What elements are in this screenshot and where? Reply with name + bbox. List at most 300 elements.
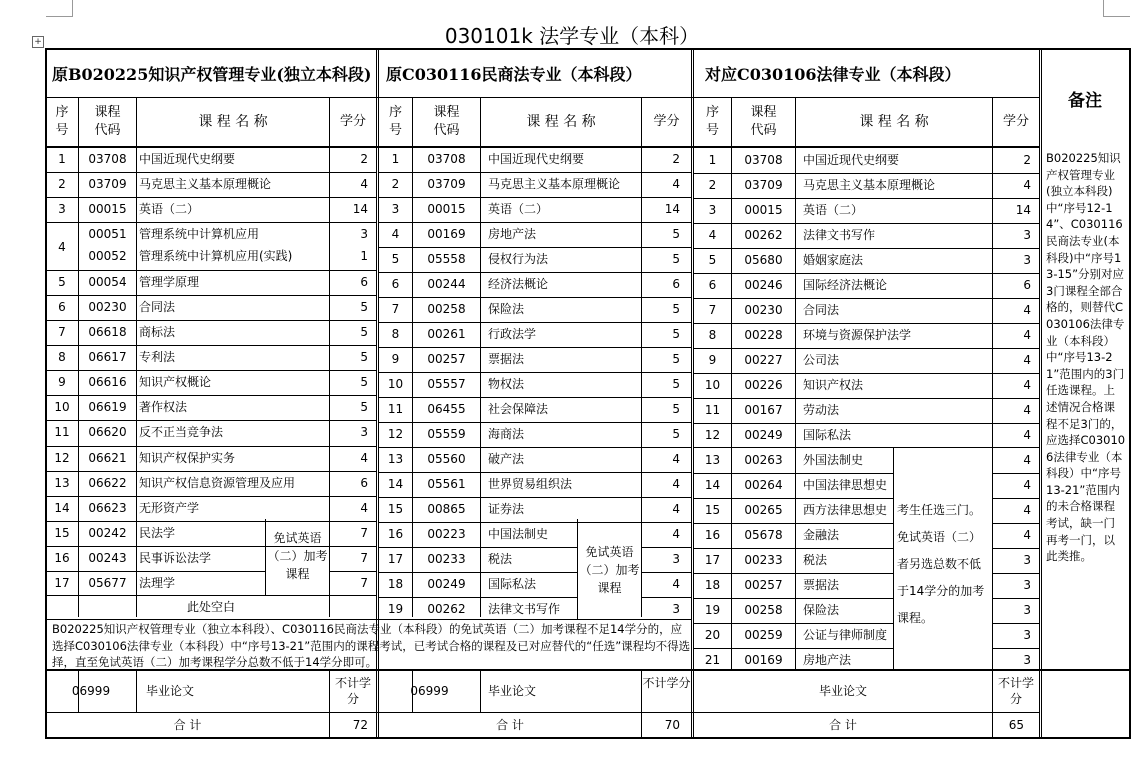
course-credit: 14 xyxy=(1015,203,1031,217)
col-header-name: 课 程 名 称 xyxy=(198,114,268,130)
course-code: 00242 xyxy=(88,526,127,540)
elective-note-c030106: 考生任选三门。免试英语（二）者另选总数不低于14学分的加考课程。 xyxy=(897,503,985,625)
course-name: 金融法 xyxy=(803,528,840,542)
course-name: 中国近现代史纲要 xyxy=(488,152,585,166)
row-number: 4 xyxy=(708,228,717,242)
course-credit: 2 xyxy=(360,152,368,166)
row-number: 18 xyxy=(704,578,721,592)
course-name: 国际经济法概论 xyxy=(803,278,888,292)
course-name: 侵权行为法 xyxy=(488,252,549,266)
row-number: 7 xyxy=(708,303,717,317)
course-name: 知识产权保护实务 xyxy=(139,451,236,465)
row-rule xyxy=(378,372,691,373)
row-rule xyxy=(378,272,691,273)
row-number: 9 xyxy=(391,352,400,366)
course-credit: 6 xyxy=(360,476,368,490)
course-name: 海商法 xyxy=(488,427,525,441)
course-code: 00244 xyxy=(427,277,466,291)
course-name: 世界贸易组织法 xyxy=(488,477,573,491)
course-code: 00233 xyxy=(744,553,783,567)
course-code: 03709 xyxy=(427,177,466,191)
row-rule xyxy=(693,523,893,524)
course-credit: 3 xyxy=(1023,228,1031,242)
course-code: 00015 xyxy=(427,202,466,216)
course-code: 00052 xyxy=(88,249,127,263)
total-value: 65 xyxy=(1008,718,1024,732)
course-name: 环境与资源保护法学 xyxy=(803,328,912,342)
row-rule xyxy=(378,447,691,448)
row-number: 9 xyxy=(58,375,66,389)
course-name: 税法 xyxy=(488,552,513,566)
course-credit: 4 xyxy=(1023,378,1031,392)
row-rule xyxy=(45,197,376,198)
row-number: 12 xyxy=(704,428,721,442)
total-label: 合 计 xyxy=(173,718,202,732)
row-rule xyxy=(693,348,1039,349)
rule xyxy=(45,146,1040,148)
row-number: 6 xyxy=(391,277,400,291)
row-rule xyxy=(641,572,691,573)
course-code: 00233 xyxy=(427,552,466,566)
row-rule xyxy=(693,447,1039,448)
row-rule xyxy=(693,298,1039,299)
row-number: 17 xyxy=(387,552,404,566)
course-name: 反不正当竞争法 xyxy=(139,425,224,439)
row-rule xyxy=(693,648,893,649)
course-credit: 7 xyxy=(360,576,368,590)
course-name: 法理学 xyxy=(139,576,176,590)
row-number: 4 xyxy=(391,227,400,241)
course-code: 00230 xyxy=(88,300,127,314)
course-name: 经济法概论 xyxy=(488,277,549,291)
row-number: 2 xyxy=(708,178,717,192)
course-name: 无形资产学 xyxy=(139,501,200,515)
course-code: 00257 xyxy=(427,352,466,366)
thesis-code: 06999 xyxy=(71,684,111,698)
course-credit: 4 xyxy=(360,177,368,191)
row-rule xyxy=(378,422,691,423)
col-header-credit: 学分 xyxy=(653,114,680,129)
course-credit: 3 xyxy=(360,227,368,241)
row-rule xyxy=(693,273,1039,274)
row-number: 13 xyxy=(387,452,404,466)
course-credit: 3 xyxy=(1023,553,1031,567)
thesis-credit: 不计学分 xyxy=(334,676,371,706)
course-name: 房地产法 xyxy=(488,227,537,241)
course-code: 05677 xyxy=(88,576,127,590)
course-credit: 5 xyxy=(672,252,680,266)
course-code: 00258 xyxy=(744,603,783,617)
course-code: 00169 xyxy=(427,227,466,241)
row-rule xyxy=(992,623,1039,624)
row-number: 4 xyxy=(58,240,66,254)
course-code: 05680 xyxy=(744,253,783,267)
row-number: 12 xyxy=(54,451,70,465)
row-number: 10 xyxy=(387,377,404,391)
row-rule xyxy=(693,248,1039,249)
course-credit: 4 xyxy=(672,502,680,516)
row-rule xyxy=(45,471,376,472)
rule xyxy=(45,97,1040,98)
row-number: 10 xyxy=(704,378,721,392)
course-name: 行政法学 xyxy=(488,327,537,341)
course-code: 00223 xyxy=(427,527,466,541)
course-name: 马克思主义基本原理概论 xyxy=(488,177,621,191)
course-credit: 4 xyxy=(672,452,680,466)
course-name: 知识产权信息资源管理及应用 xyxy=(139,476,296,490)
row-number: 16 xyxy=(387,527,404,541)
elective-note-b020225: 免试英语（二）加考课程 xyxy=(267,531,328,581)
remark-text: B020225知识产权管理专业(独立本科段)中“序号12-14”、C030116民商法专业(本科段)中“序号13-15”分别对应3门课程全部合格的，则替代C030106法律专业（本科段）中“序号13-21”范围内的3门任选课程。上述情况合格课程不足3门的，应选择C030106法律专业（本科段）中“序号13-21”范围内的未合格课程考试，缺一门再考一门，以此类推。 xyxy=(1046,151,1126,564)
row-rule xyxy=(992,573,1039,574)
course-credit: 3 xyxy=(1023,603,1031,617)
thesis-name: 毕业论文 xyxy=(146,684,195,698)
col-header-no: 序 号 xyxy=(705,105,719,138)
row-rule xyxy=(378,322,691,323)
course-name: 合同法 xyxy=(139,300,176,314)
thesis-credit: 不计学分 xyxy=(997,676,1034,706)
course-code: 05557 xyxy=(427,377,466,391)
row-rule xyxy=(992,548,1039,549)
course-code: 00246 xyxy=(744,278,783,292)
course-code: 05560 xyxy=(427,452,466,466)
row-rule xyxy=(45,172,376,173)
course-code: 00051 xyxy=(88,227,127,241)
row-number: 15 xyxy=(704,503,721,517)
course-name: 国际私法 xyxy=(803,428,852,442)
row-rule xyxy=(45,320,376,321)
course-credit: 5 xyxy=(672,402,680,416)
course-code: 00054 xyxy=(88,275,127,289)
row-number: 2 xyxy=(391,177,400,191)
course-code: 00230 xyxy=(744,303,783,317)
row-rule xyxy=(378,522,691,523)
course-name: 中国近现代史纲要 xyxy=(139,152,236,166)
course-name: 公司法 xyxy=(803,353,840,367)
col-header-no: 序 号 xyxy=(388,105,402,138)
row-number: 18 xyxy=(387,577,404,591)
course-credit: 5 xyxy=(672,352,680,366)
row-rule xyxy=(45,571,265,572)
course-credit: 5 xyxy=(672,302,680,316)
course-credit: 3 xyxy=(1023,653,1031,667)
row-rule xyxy=(45,395,376,396)
row-rule xyxy=(45,295,376,296)
row-number: 13 xyxy=(704,453,721,467)
row-number: 15 xyxy=(54,526,70,540)
course-name: 管理学原理 xyxy=(139,275,200,289)
course-code: 00262 xyxy=(744,228,783,242)
course-credit: 4 xyxy=(1023,403,1031,417)
course-credit: 2 xyxy=(672,152,680,166)
course-name: 物权法 xyxy=(488,377,525,391)
row-number: 3 xyxy=(58,202,66,216)
course-name: 民法学 xyxy=(139,526,176,540)
course-name: 保险法 xyxy=(488,302,525,316)
course-code: 06618 xyxy=(88,325,127,339)
row-rule xyxy=(693,473,893,474)
course-name: 著作权法 xyxy=(139,400,188,414)
row-number: 19 xyxy=(387,602,404,616)
course-name: 法律文书写作 xyxy=(488,602,561,616)
course-credit: 5 xyxy=(360,350,368,364)
course-credit: 4 xyxy=(672,477,680,491)
course-name: 知识产权概论 xyxy=(139,375,212,389)
row-rule xyxy=(641,547,691,548)
course-credit: 4 xyxy=(1023,353,1031,367)
row-number: 3 xyxy=(391,202,400,216)
row-number: 6 xyxy=(708,278,717,292)
course-code: 00167 xyxy=(744,403,783,417)
row-rule xyxy=(992,473,1039,474)
row-rule xyxy=(693,323,1039,324)
col-header-credit: 学分 xyxy=(339,114,366,129)
page-corner-mark xyxy=(46,0,73,17)
row-rule xyxy=(378,572,577,573)
row-rule xyxy=(45,345,376,346)
course-name: 英语（二） xyxy=(139,202,200,216)
course-code: 00169 xyxy=(744,653,783,667)
row-rule xyxy=(378,172,691,173)
col-header-credit: 学分 xyxy=(1002,114,1029,129)
row-number: 5 xyxy=(58,275,66,289)
course-code: 03709 xyxy=(88,177,127,191)
bottom-note: B020225知识产权管理专业（独立本科段）、C030116民商法专业（本科段）的免试英语（二）加考课程不足14学分的，应选择C030106法律专业（本科段）中“序号13-21”范围内的课程考试，已考试合格的课程及已对应替代的“任选”课程均不得选择，直至免试英语（二）加考课程学分总数不低于14学分即可。 xyxy=(52,622,691,669)
remark-header: 备注 xyxy=(1068,91,1102,111)
course-credit: 3 xyxy=(672,552,680,566)
course-name: 合同法 xyxy=(803,303,840,317)
row-rule xyxy=(992,498,1039,499)
row-number: 1 xyxy=(58,152,66,166)
course-name: 房地产法 xyxy=(803,653,852,667)
row-number: 16 xyxy=(704,528,721,542)
course-credit: 4 xyxy=(360,451,368,465)
col-header-name: 课 程 名 称 xyxy=(526,114,596,130)
row-number: 13 xyxy=(54,476,70,490)
row-rule xyxy=(693,423,1039,424)
course-credit: 5 xyxy=(672,377,680,391)
row-rule xyxy=(378,247,691,248)
course-credit: 4 xyxy=(1023,478,1031,492)
course-code: 06623 xyxy=(88,501,127,515)
course-name: 婚姻家庭法 xyxy=(803,253,864,267)
col-header-code: 课程 代码 xyxy=(433,105,460,138)
row-rule xyxy=(693,373,1039,374)
row-number: 12 xyxy=(387,427,404,441)
row-rule xyxy=(693,623,893,624)
course-name: 税法 xyxy=(803,553,828,567)
table-move-handle-icon[interactable]: + xyxy=(32,36,44,48)
course-name: 证券法 xyxy=(488,502,525,516)
col-header-code: 课程 代码 xyxy=(94,105,121,138)
course-code: 00259 xyxy=(744,628,783,642)
course-code: 00015 xyxy=(88,202,127,216)
row-number: 14 xyxy=(387,477,404,491)
course-credit: 5 xyxy=(672,327,680,341)
row-rule xyxy=(45,446,376,447)
row-rule xyxy=(329,571,376,572)
course-credit: 4 xyxy=(1023,428,1031,442)
row-rule xyxy=(992,598,1039,599)
row-rule xyxy=(378,547,577,548)
total-value: 70 xyxy=(664,718,680,732)
rule xyxy=(45,595,377,596)
row-number: 7 xyxy=(58,325,66,339)
course-code: 00228 xyxy=(744,328,783,342)
course-credit: 4 xyxy=(1023,328,1031,342)
row-rule xyxy=(992,523,1039,524)
row-number: 11 xyxy=(387,402,404,416)
course-credit: 5 xyxy=(672,227,680,241)
course-credit: 4 xyxy=(672,527,680,541)
col-header-no: 序 号 xyxy=(55,105,69,138)
row-rule xyxy=(693,173,1039,174)
course-name: 外国法制史 xyxy=(803,453,864,467)
course-code: 06622 xyxy=(88,476,127,490)
course-code: 06619 xyxy=(88,400,127,414)
course-credit: 4 xyxy=(672,577,680,591)
course-name: 专利法 xyxy=(139,350,176,364)
course-name: 马克思主义基本原理概论 xyxy=(803,178,936,192)
course-credit: 4 xyxy=(1023,528,1031,542)
row-number: 10 xyxy=(54,400,70,414)
row-number: 3 xyxy=(708,203,717,217)
course-credit: 5 xyxy=(360,375,368,389)
row-number: 17 xyxy=(704,553,721,567)
blank-cell-label: 此处空白 xyxy=(186,600,235,614)
row-number: 11 xyxy=(704,403,721,417)
row-rule xyxy=(45,420,376,421)
row-number: 8 xyxy=(708,328,717,342)
section-title-c030116: 原C030116民商法专业（本科段） xyxy=(386,65,642,84)
course-credit: 7 xyxy=(360,526,368,540)
course-code: 00265 xyxy=(744,503,783,517)
row-number: 7 xyxy=(391,302,400,316)
row-rule xyxy=(693,498,893,499)
course-code: 00262 xyxy=(427,602,466,616)
course-code: 03708 xyxy=(427,152,466,166)
row-number: 2 xyxy=(58,177,66,191)
row-rule xyxy=(992,648,1039,649)
course-credit: 4 xyxy=(1023,178,1031,192)
row-rule xyxy=(693,223,1039,224)
thesis-name: 毕业论文 xyxy=(488,684,537,698)
course-code: 06620 xyxy=(88,425,127,439)
course-credit: 3 xyxy=(1023,578,1031,592)
course-code: 00249 xyxy=(744,428,783,442)
row-rule xyxy=(693,598,893,599)
course-credit: 7 xyxy=(360,551,368,565)
course-code: 06455 xyxy=(427,402,466,416)
course-name: 英语（二） xyxy=(488,202,549,216)
row-rule xyxy=(378,197,691,198)
course-code: 06617 xyxy=(88,350,127,364)
course-name: 英语（二） xyxy=(803,203,864,217)
row-number: 21 xyxy=(704,653,721,667)
course-name: 法律文书写作 xyxy=(803,228,876,242)
course-code: 00865 xyxy=(427,502,466,516)
page-title: 030101k 法学专业（本科） xyxy=(444,24,700,48)
row-number: 19 xyxy=(704,603,721,617)
course-code: 05561 xyxy=(427,477,466,491)
page-corner-mark xyxy=(1103,0,1130,17)
elective-note-c030116: 免试英语（二）加考课程 xyxy=(579,545,640,595)
col-header-code: 课程 代码 xyxy=(750,105,777,138)
course-credit: 4 xyxy=(1023,303,1031,317)
course-code: 05678 xyxy=(744,528,783,542)
row-rule xyxy=(45,496,376,497)
row-rule xyxy=(45,521,376,522)
course-name: 西方法律思想史 xyxy=(803,503,888,517)
thesis-name: 毕业论文 xyxy=(818,684,867,698)
row-rule xyxy=(378,297,691,298)
course-credit: 4 xyxy=(1023,453,1031,467)
row-number: 14 xyxy=(54,501,70,515)
course-code: 06621 xyxy=(88,451,127,465)
course-code: 05559 xyxy=(427,427,466,441)
course-credit: 14 xyxy=(352,202,368,216)
course-credit: 4 xyxy=(1023,503,1031,517)
row-rule xyxy=(45,222,376,223)
row-number: 20 xyxy=(704,628,721,642)
row-rule xyxy=(378,347,691,348)
course-code: 00264 xyxy=(744,478,783,492)
course-code: 00249 xyxy=(427,577,466,591)
course-code: 06616 xyxy=(88,375,127,389)
course-name: 管理系统中计算机应用(实践) xyxy=(139,249,293,263)
course-name: 票据法 xyxy=(803,578,840,592)
course-code: 03708 xyxy=(88,152,127,166)
course-code: 00226 xyxy=(744,378,783,392)
row-rule xyxy=(693,198,1039,199)
course-name: 商标法 xyxy=(139,325,176,339)
row-number: 9 xyxy=(708,353,717,367)
section-title-b020225: 原B020225知识产权管理专业(独立本科段) xyxy=(52,65,372,84)
course-name: 中国法制史 xyxy=(488,527,549,541)
course-credit: 3 xyxy=(1023,628,1031,642)
course-credit: 4 xyxy=(360,501,368,515)
row-number: 1 xyxy=(708,153,717,167)
row-rule xyxy=(693,548,893,549)
row-rule xyxy=(378,597,577,598)
row-number: 1 xyxy=(391,152,400,166)
course-name: 中国近现代史纲要 xyxy=(803,153,900,167)
course-code: 00227 xyxy=(744,353,783,367)
course-code: 05558 xyxy=(427,252,466,266)
thesis-credit: 不计学分 xyxy=(642,676,691,690)
course-credit: 6 xyxy=(672,277,680,291)
total-label: 合 计 xyxy=(496,718,524,732)
course-credit: 6 xyxy=(1023,278,1031,292)
course-credit: 3 xyxy=(672,602,680,616)
total-value: 72 xyxy=(352,718,368,732)
course-code: 00261 xyxy=(427,327,466,341)
course-code: 00243 xyxy=(88,551,127,565)
row-rule xyxy=(693,398,1039,399)
course-credit: 6 xyxy=(360,275,368,289)
row-number: 5 xyxy=(391,252,400,266)
course-name: 破产法 xyxy=(488,452,525,466)
row-number: 14 xyxy=(704,478,721,492)
course-name: 保险法 xyxy=(803,603,840,617)
course-credit: 5 xyxy=(360,300,368,314)
row-number: 5 xyxy=(708,253,717,267)
section-divider xyxy=(1039,48,1042,739)
col-header-name: 课 程 名 称 xyxy=(859,114,929,130)
row-number: 11 xyxy=(54,425,70,439)
row-rule xyxy=(378,472,691,473)
course-name: 票据法 xyxy=(488,352,525,366)
